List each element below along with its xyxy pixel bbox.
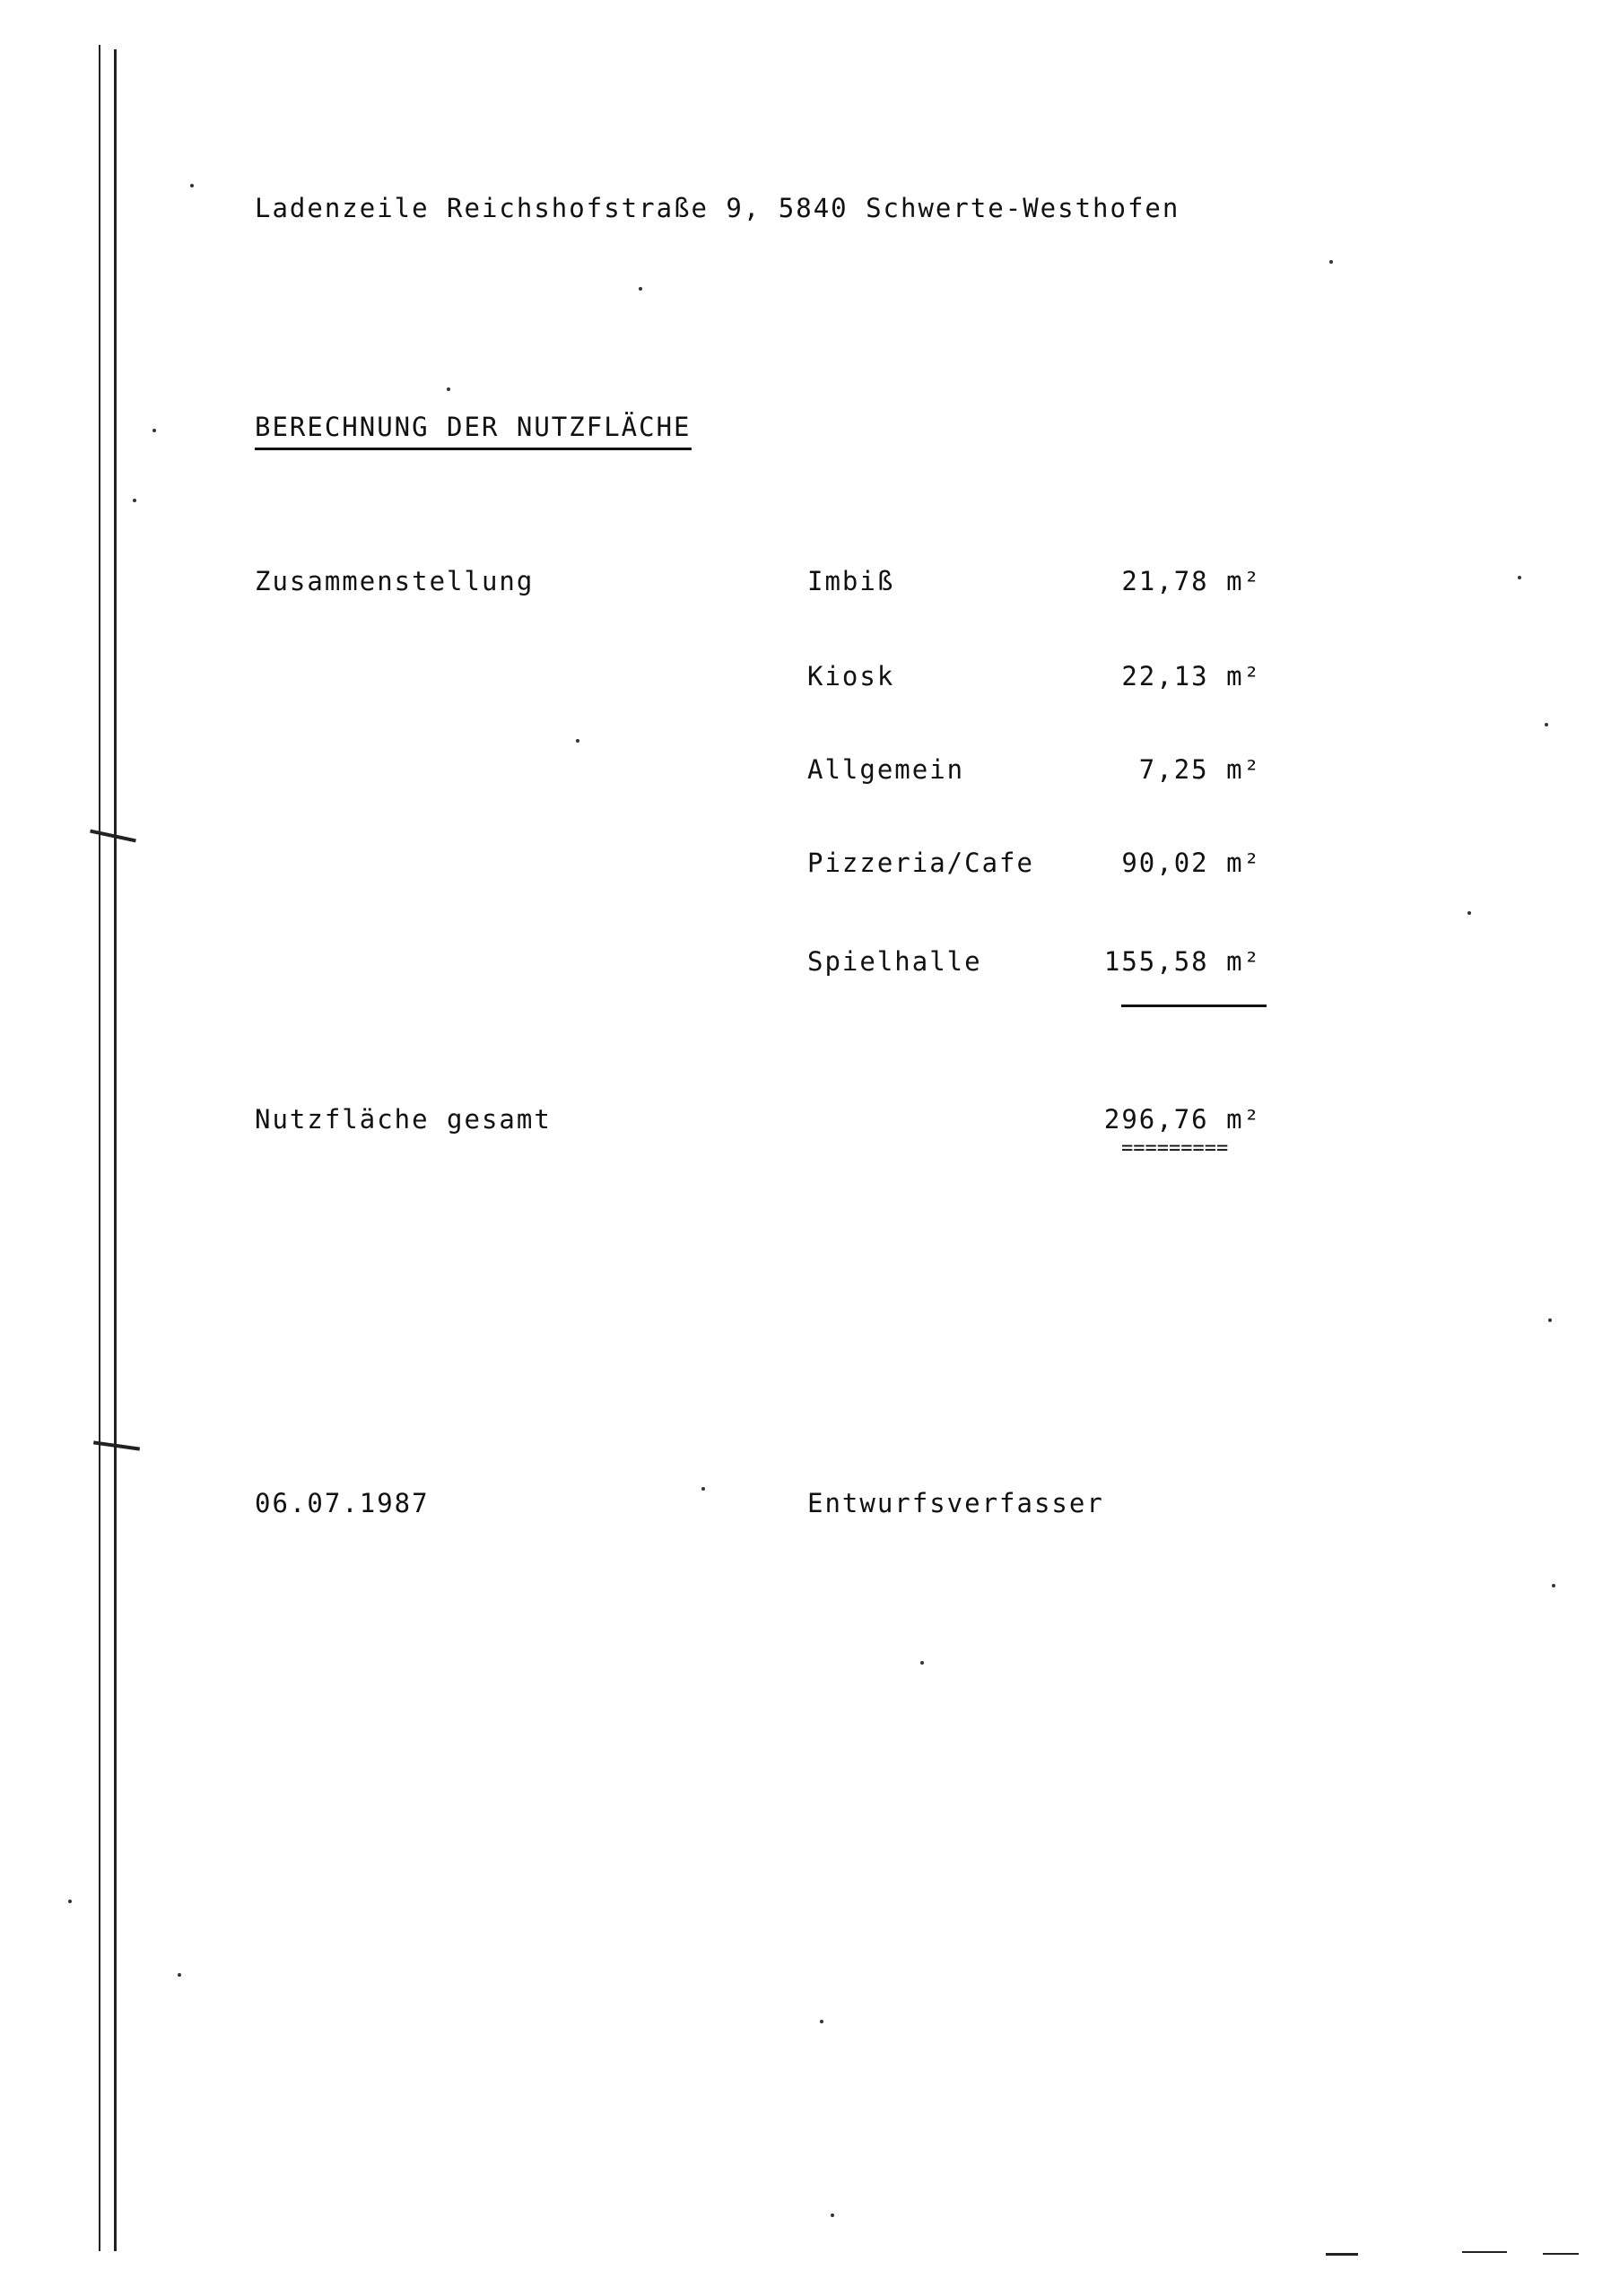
binding-clip-top: [90, 830, 136, 843]
scan-speck: [820, 2020, 823, 2023]
scan-speck: [178, 1973, 181, 1977]
row-value: 90,02 m²: [1121, 848, 1261, 878]
scan-speck: [701, 1487, 705, 1491]
scan-speck: [68, 1900, 72, 1903]
scan-speck: [831, 2213, 834, 2217]
total-label: Nutzfläche gesamt: [255, 1104, 552, 1135]
scan-speck: [1467, 911, 1471, 915]
scan-mark: [1462, 2251, 1507, 2253]
scan-speck: [639, 287, 642, 291]
sum-rule: [1121, 1004, 1267, 1007]
page-title: BERECHNUNG DER NUTZFLÄCHE: [255, 414, 692, 450]
scan-speck: [152, 429, 156, 432]
scan-speck: [1329, 260, 1333, 264]
row-name: Spielhalle: [807, 946, 982, 977]
row-value: 7,25 m²: [1138, 754, 1261, 785]
summary-label: Zusammenstellung: [255, 566, 535, 596]
scan-speck: [133, 499, 136, 502]
binding-line-left: [99, 45, 100, 2251]
scan-speck: [576, 739, 579, 743]
scan-speck: [1518, 576, 1521, 579]
total-double-underline: =========: [1121, 1137, 1229, 1160]
row-name: Allgemein: [807, 754, 965, 785]
scan-mark: [1326, 2253, 1358, 2256]
address-line: Ladenzeile Reichshofstraße 9, 5840 Schwerte-Westhofen: [255, 193, 1180, 223]
document-date: 06.07.1987: [255, 1488, 430, 1518]
binding-line-right: [114, 49, 117, 2251]
row-value: 21,78 m²: [1121, 566, 1261, 596]
row-value: 22,13 m²: [1121, 661, 1261, 691]
row-name: Pizzeria/Cafe: [807, 848, 1034, 878]
row-value: 155,58 m²: [1103, 946, 1261, 977]
total-value: 296,76 m²: [1103, 1104, 1261, 1135]
scan-mark: [1543, 2253, 1579, 2255]
author-label: Entwurfsverfasser: [807, 1488, 1104, 1518]
scan-speck: [447, 387, 450, 391]
scan-speck: [190, 184, 194, 187]
scan-speck: [1545, 723, 1548, 726]
row-name: Imbiß: [807, 566, 895, 596]
row-name: Kiosk: [807, 661, 895, 691]
scan-speck: [1552, 1584, 1555, 1587]
scan-speck: [1548, 1318, 1552, 1322]
scan-speck: [920, 1661, 924, 1665]
